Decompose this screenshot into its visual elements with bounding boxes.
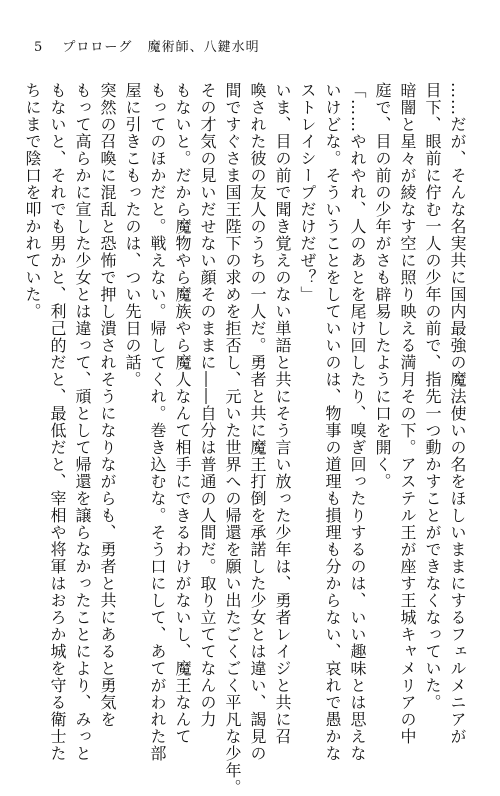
text-line: いま、目の前で聞き覚えのない単語と共にそう言い放った少年は、勇者レイジと共に召 xyxy=(273,82,292,745)
running-header xyxy=(34,36,260,55)
text-line: ストレイシープだけだぜ？」 xyxy=(298,82,317,303)
text-line: その才気の見いだせない顔そのままに――自分は普通の人間だ。取り立ててなんの力 xyxy=(198,82,217,728)
text-line: いけどな。そういうことをしていいのは、物事の道理も損理も分からない、哀れで愚かな xyxy=(323,82,342,762)
text-line: ちにまで陰口を叩かれていた。 xyxy=(23,82,42,320)
text-line: 「……やれやれ、人のあとを尾け回したり、嗅ぎ回ったりするのは、いい趣味とは思えな xyxy=(348,82,367,762)
text-line: 喚された彼の友人のうちの一人だ。勇者と共に魔王打倒を承諾した少女とは違い、謁見の xyxy=(248,82,267,762)
section-title: プロローグ xyxy=(62,40,133,55)
text-line: ……だが、そんな名実共に国内最強の魔法使いの名をほしいままにするフェルメニアが xyxy=(448,82,467,745)
text-line: もないと、それでも男かと、利己的だと、最低だと、宰相や将軍はおろか城を守る衛士た xyxy=(48,82,67,762)
text-line: 屋に引きこもったのは、つい先日の話。 xyxy=(123,82,142,388)
page-number: 5 xyxy=(34,40,44,55)
text-line: 庭で、目の前の少年がさも辟易したように口を開く。 xyxy=(373,82,392,490)
text-line: もないと。だから魔物やら魔族やら魔人なんて相手にできるわけがないし、魔王なんて xyxy=(173,82,192,745)
text-line: 突然の召喚に混乱と恐怖で押し潰されそうになりながらも、勇者と共にあると勇気を xyxy=(98,82,117,728)
text-line: 目下、眼前に佇む一人の少年の前で、指先一つ動かすことができなくなっていた。 xyxy=(423,82,442,711)
text-line: 暗闇と星々が綾なす空に照り映える満月その下。アステル王が座す王城キャメリアの中 xyxy=(398,82,417,745)
chapter-title: 魔術師、八鍵水明 xyxy=(147,40,260,55)
text-line: もってのほかだと。戦えない。帰してくれ。巻き込むな。そう口にして、あてがわれた部 xyxy=(148,82,167,762)
vertical-text-body xyxy=(23,82,470,796)
text-line: 間ですぐさま国王陛下の求めを拒否し、元いた世界への帰還を願い出たごくごく平凡な少年。 xyxy=(223,82,242,796)
text-line: もって高らかに宣した少女とは違って、頑として帰還を譲らなかったことにより、みっと xyxy=(73,82,92,762)
